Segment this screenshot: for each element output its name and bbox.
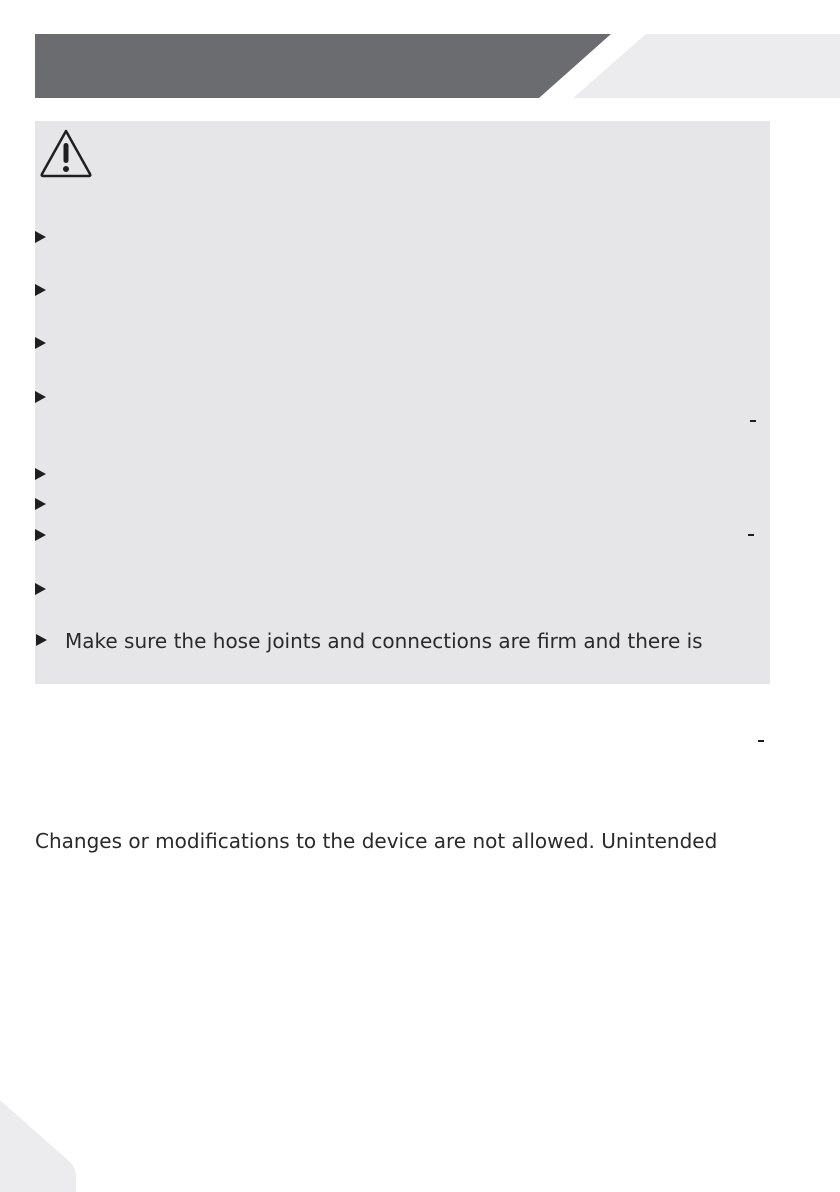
hyphen-mark bbox=[750, 420, 756, 422]
warning-bullet-text: Make sure the hose joints and connections are firm and there is bbox=[65, 629, 703, 653]
bullet-arrow-7 bbox=[35, 529, 46, 541]
bullet-arrow-4 bbox=[35, 391, 46, 403]
bullet-arrow-3 bbox=[35, 337, 46, 349]
section-title-tab bbox=[35, 34, 611, 98]
bullet-arrow-6 bbox=[35, 498, 46, 510]
hyphen-mark bbox=[748, 534, 754, 536]
bullet-arrow-2 bbox=[35, 284, 46, 296]
header-tab-bar bbox=[0, 0, 840, 104]
bullet-arrow-9 bbox=[36, 634, 47, 646]
warning-box bbox=[35, 121, 770, 684]
next-section-tab bbox=[573, 34, 840, 98]
bullet-arrow-5 bbox=[35, 468, 46, 480]
bullet-arrow-1 bbox=[35, 231, 46, 243]
bullet-arrow-8 bbox=[35, 583, 46, 595]
body-paragraph: Changes or modifications to the device are not allowed. Unintended bbox=[35, 829, 718, 853]
warning-triangle-icon bbox=[38, 127, 94, 179]
page-corner-tab bbox=[0, 1100, 80, 1192]
hyphen-mark bbox=[758, 740, 764, 742]
